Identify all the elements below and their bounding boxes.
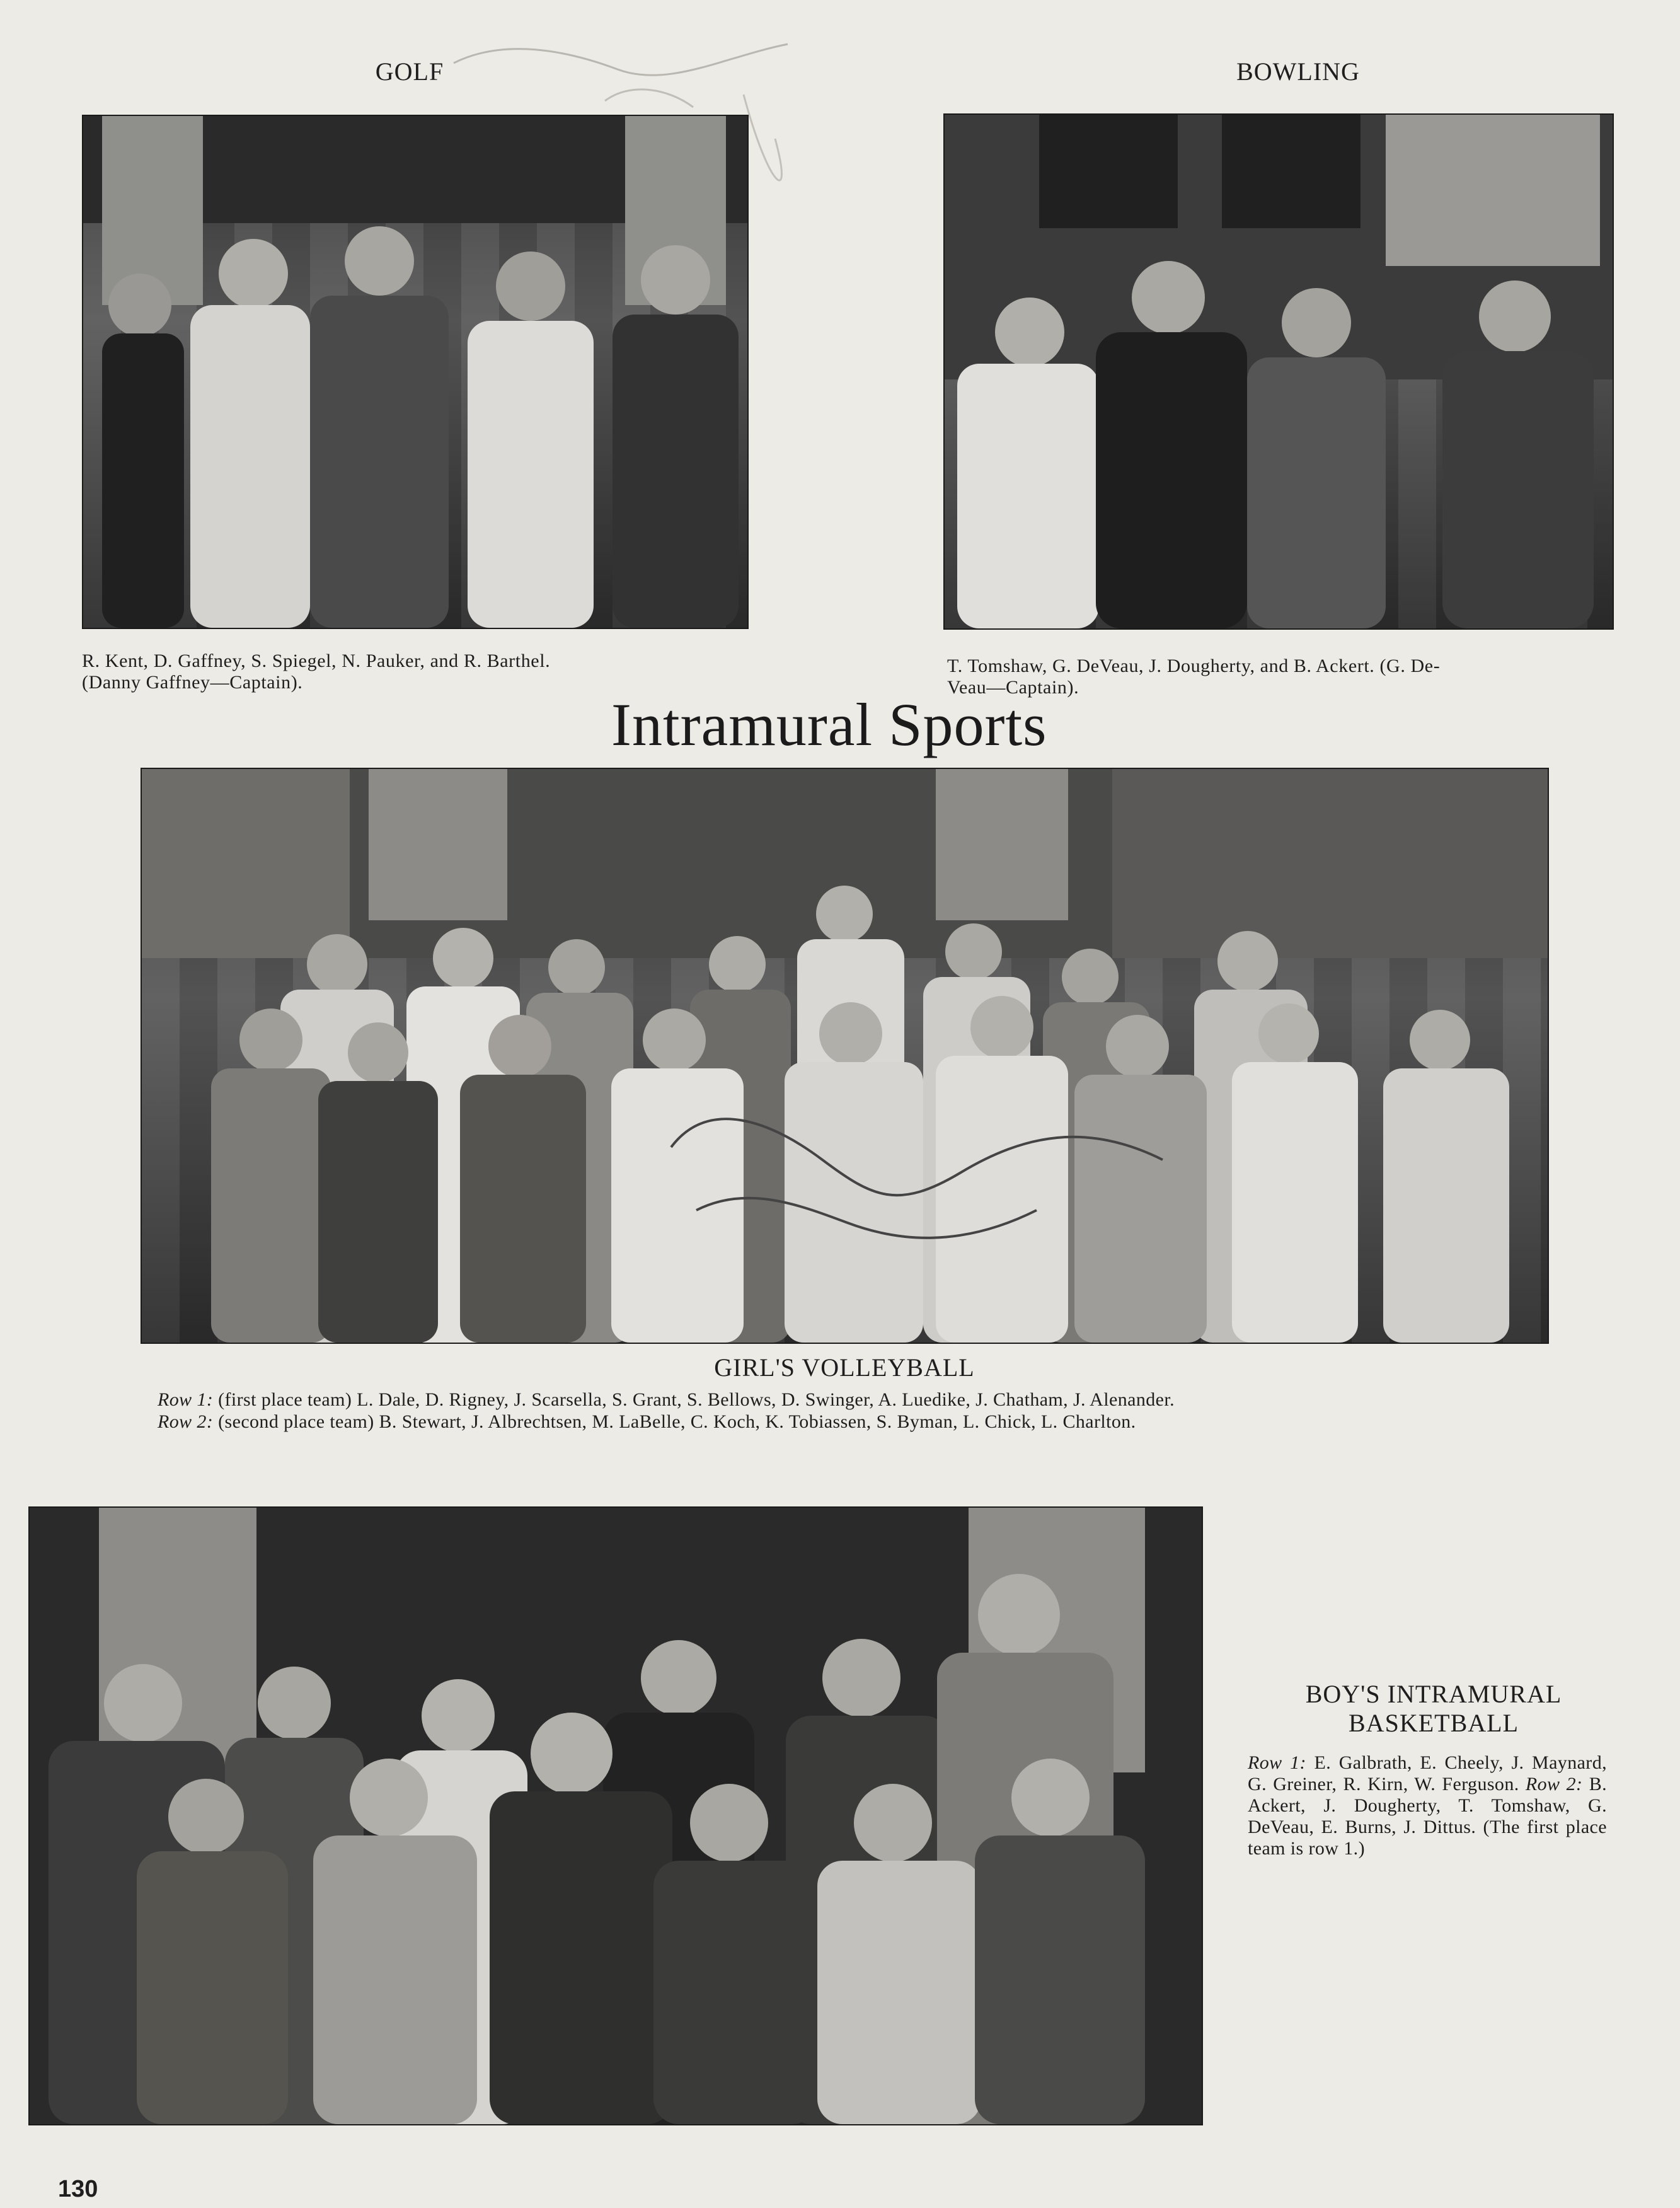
volleyball-row-2-names: (second place team) B. Stewart, J. Albrechtsen, M. LaBelle, C. Koch, K. Tobiassen, S. Byman, L. Chick, L. Charlton. xyxy=(218,1411,1136,1432)
volleyball-row-1 xyxy=(158,1389,1556,1411)
volleyball-row-1-label: Row 1: xyxy=(158,1389,214,1410)
golf-caption xyxy=(82,650,746,693)
basketball-caption xyxy=(1248,1752,1607,1859)
page-headline: Intramural Sports xyxy=(611,691,1047,758)
basketball-title xyxy=(1235,1680,1632,1738)
bowling-title: BOWLING xyxy=(1236,57,1360,86)
volleyball-title: GIRL'S VOLLEYBALL xyxy=(714,1353,975,1382)
volleyball-row-2-label: Row 2: xyxy=(158,1411,214,1432)
basketball-team-figures xyxy=(30,1508,1202,2124)
bowling-team-figures xyxy=(945,115,1613,628)
golf-team-figures xyxy=(83,116,747,628)
basketball-row-1-names: E. Galbrath, E. Cheely, J. Maynard, G. Greiner, R. Kirn, W. Ferguson. xyxy=(1248,1752,1607,1795)
page-number: 130 xyxy=(58,2176,98,2202)
basketball-row-1-label: Row 1: xyxy=(1248,1752,1306,1773)
golf-title: GOLF xyxy=(375,57,444,86)
golf-caption-line-1: R. Kent, D. Gaffney, S. Spiegel, N. Pauker, and R. Barthel. xyxy=(82,650,551,671)
basketball-team-photo xyxy=(28,1506,1203,2125)
bowling-caption-line-2: Veau—Captain). xyxy=(947,677,1079,698)
bowling-caption-line-1: T. Tomshaw, G. DeVeau, J. Dougherty, and B. Ackert. (G. De- xyxy=(947,656,1441,676)
basketball-row-2-label: Row 2: xyxy=(1525,1774,1583,1795)
basketball-row-2-names: B. Ackert, J. Dougherty, T. Tomshaw, G. DeVeau, E. Burns, J. Dittus. (The first place team is row 1.) xyxy=(1248,1774,1608,1859)
volleyball-team-photo xyxy=(141,768,1549,1344)
basketball-title-line-2: BASKETBALL xyxy=(1349,1709,1519,1737)
bowling-caption xyxy=(947,656,1615,698)
golf-team-photo xyxy=(82,115,749,629)
bowling-team-photo xyxy=(943,113,1614,630)
golf-caption-line-2: (Danny Gaffney—Captain). xyxy=(82,672,303,693)
volleyball-row-2 xyxy=(158,1411,1556,1433)
basketball-title-line-1: BOY'S INTRAMURAL xyxy=(1305,1680,1562,1708)
volleyball-row-1-names: (first place team) L. Dale, D. Rigney, J. Scarsella, S. Grant, S. Bellows, D. Swinger, A. Luedike, J. Chatham, J. Alenander. xyxy=(218,1389,1175,1410)
volleyball-team-figures xyxy=(142,769,1548,1343)
